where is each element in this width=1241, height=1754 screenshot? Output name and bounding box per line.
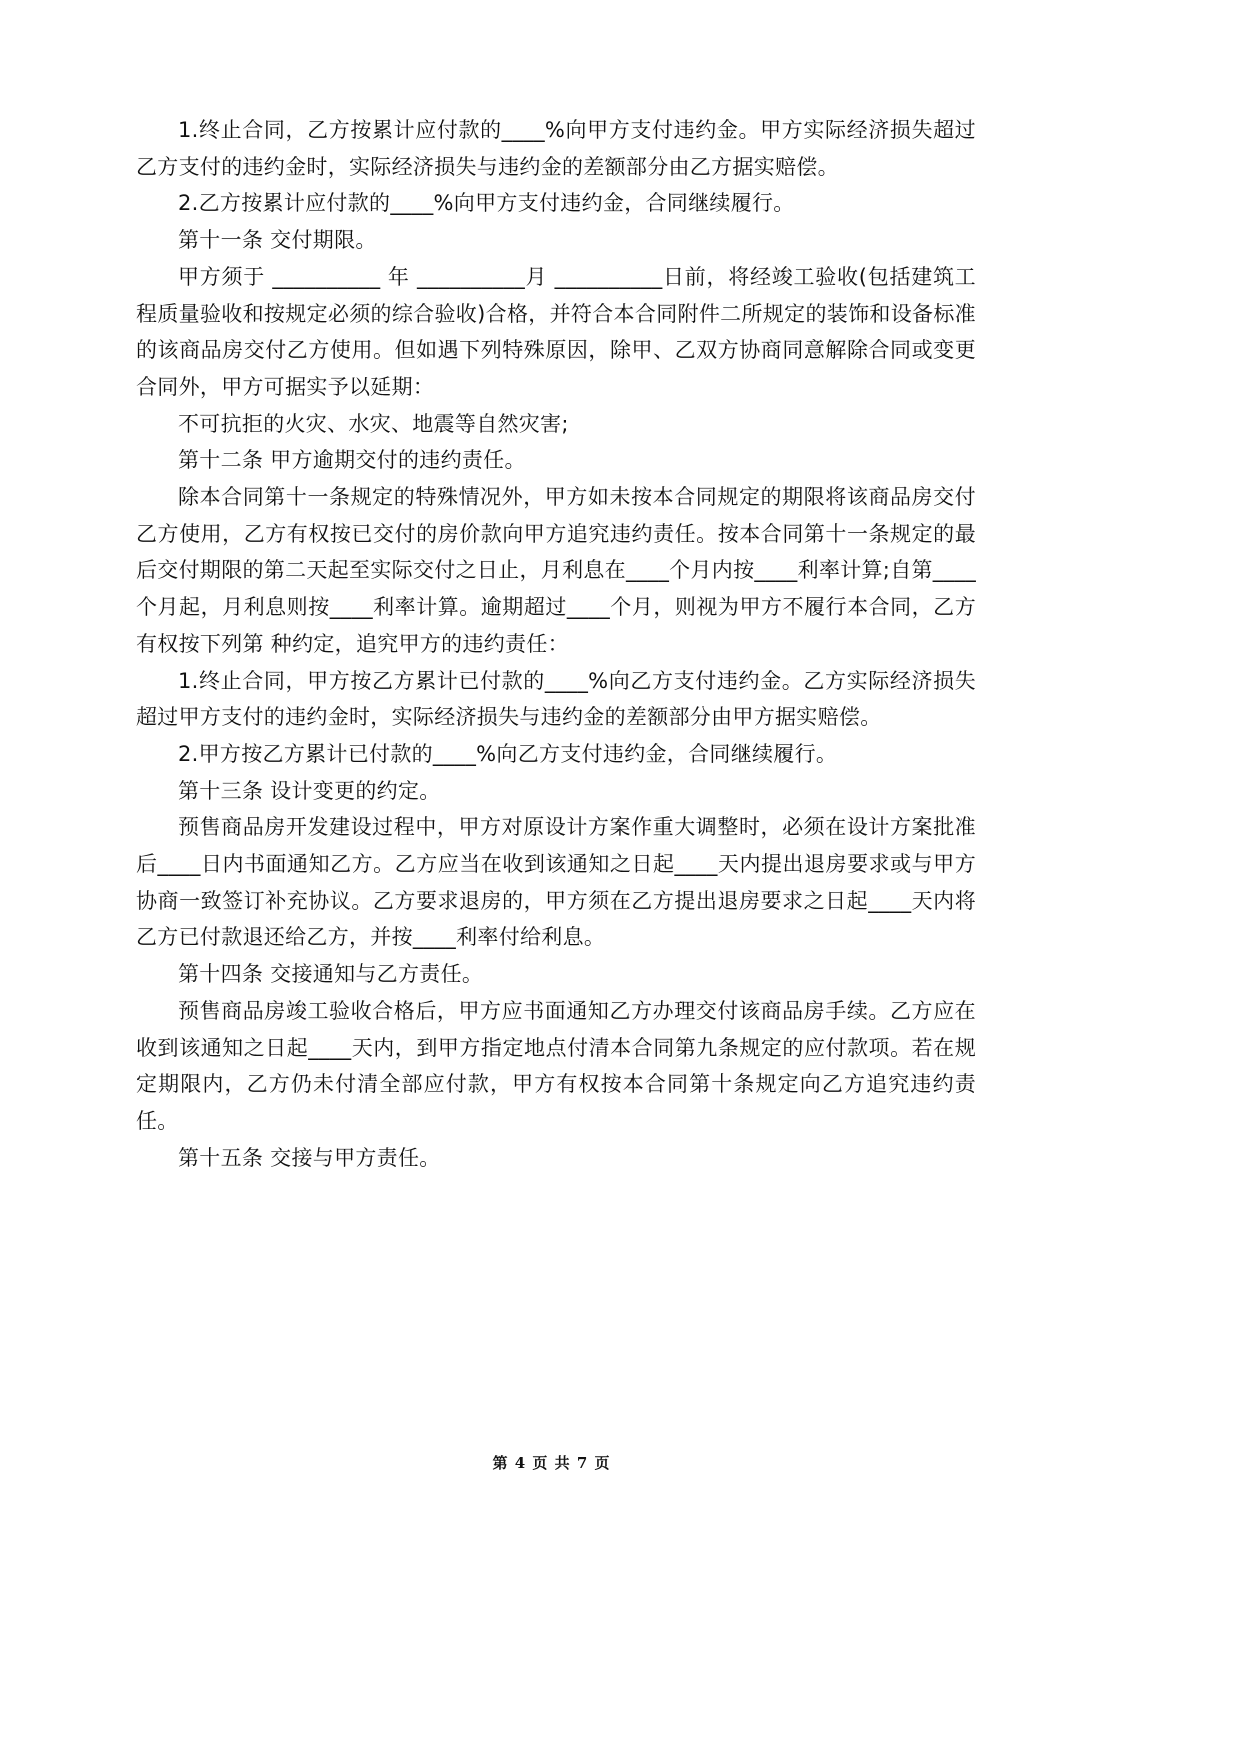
clause-continue-buyer: 2.乙方按累计应付款的____%向甲方支付违约金，合同继续履行。	[178, 191, 795, 216]
article-14-body: 预售商品房竣工验收合格后，甲方应书面通知乙方办理交付该商品房手续。乙方应在收到该通知之日起____天内，到甲方指定地点付清本合同第九条规定的应付款项。若在规定期限内，乙方仍未付清全部应付款，甲方有权按本合同第十条规定向乙方追究违约责任。	[136, 998, 976, 1133]
contract-body	[136, 112, 976, 1176]
page-number: 第 4 页 共 7 页	[492, 1454, 611, 1472]
article-15-heading: 第十五条 交接与甲方责任。	[178, 1145, 441, 1170]
clause-termination-buyer: 1.终止合同，乙方按累计应付款的____%向甲方支付违约金。甲方实际经济损失超过乙方支付的违约金时，实际经济损失与违约金的差额部分由乙方据实赔偿。	[136, 118, 976, 179]
article-11-heading: 第十一条 交付期限。	[178, 228, 377, 253]
article-12-body: 除本合同第十一条规定的特殊情况外，甲方如未按本合同规定的期限将该商品房交付乙方使用，乙方有权按已交付的房价款向甲方追究违约责任。按本合同第十一条规定的最后交付期限的第二天起至实际交付之日止，月利息在____个月内按____利率计算;自第____个月起，月利息则按____利率计算。逾期超过____个月，则视为甲方不履行本合同，乙方有权按下列第 种约定，追究甲方的违约责任：	[136, 485, 976, 656]
article-13-heading: 第十三条 设计变更的约定。	[178, 778, 441, 803]
clause-termination-seller: 1.终止合同，甲方按乙方累计已付款的____%向乙方支付违约金。乙方实际经济损失超过甲方支付的违约金时，实际经济损失与违约金的差额部分由甲方据实赔偿。	[136, 668, 976, 730]
article-13-body: 预售商品房开发建设过程中，甲方对原设计方案作重大调整时，必须在设计方案批准后____日内书面通知乙方。乙方应当在收到该通知之日起____天内提出退房要求或与甲方协商一致签订补充协议。乙方要求退房的，甲方须在乙方提出退房要求之日起____天内将乙方已付款退还给乙方，并按____利率付给利息。	[136, 815, 976, 950]
article-11-body: 甲方须于 __________ 年 __________月 __________日前，将经竣工验收(包括建筑工程质量验收和按规定必须的综合验收)合格，并符合本合同附件二所规定的装饰和设备标准的该商品房交付乙方使用。但如遇下列特殊原因，除甲、乙双方协商同意解除合同或变更合同外，甲方可据实予以延期：	[136, 264, 976, 399]
article-14-heading: 第十四条 交接通知与乙方责任。	[178, 962, 484, 987]
article-12-heading: 第十二条 甲方逾期交付的违约责任。	[178, 448, 526, 473]
clause-continue-seller: 2.甲方按乙方累计已付款的____%向乙方支付违约金，合同继续履行。	[178, 741, 838, 766]
force-majeure-item: 不可抗拒的火灾、水灾、地震等自然灾害;	[178, 411, 569, 436]
